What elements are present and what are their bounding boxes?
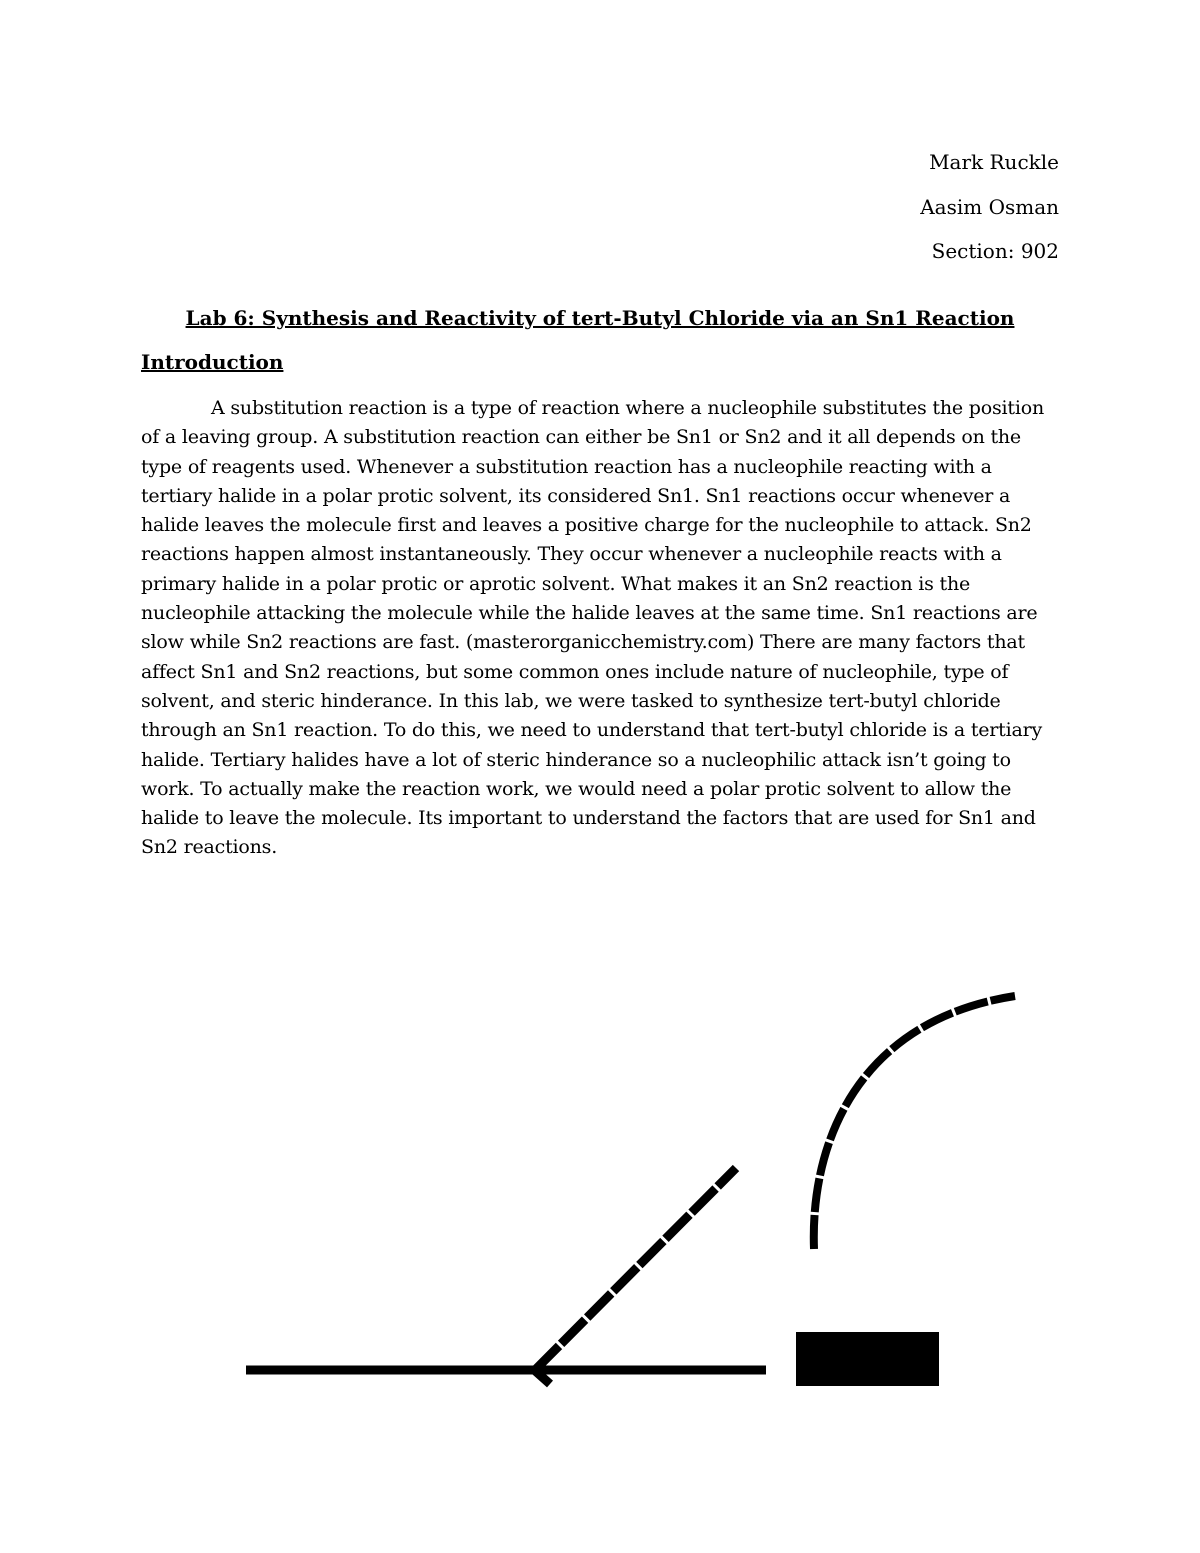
section-number: Section: 902	[931, 239, 1059, 263]
author-block	[920, 140, 1059, 274]
document-title: Lab 6: Synthesis and Reactivity of tert-Butyl Chloride via an Sn1 Reaction	[185, 306, 1015, 330]
bond-tick-mark	[532, 1368, 550, 1384]
filled-black-rectangle	[796, 1332, 939, 1386]
curved-arrow-arc	[814, 996, 1015, 1249]
author-name-1: Mark Ruckle	[929, 150, 1059, 174]
introduction-paragraph: A substitution reaction is a type of reaction where a nucleophile substitutes the position of a leaving group. A substitution reaction can either be Sn1 or Sn2 and it all depends on the type of reagents used. Whenever a substitution reaction has a nucleophile reacting with a tertiary halide in a polar protic solvent, its considered Sn1. Sn1 reactions occur whenever a halide leaves the molecule first and leaves a positive charge for the nucleophile to attack. Sn2 reactions happen almost instantaneously. They occur whenever a nucleophile reacts with a primary halide in a polar protic or aprotic solvent. What makes it an Sn2 reaction is the nucleophile attacking the molecule while the halide leaves at the same time. Sn1 reactions are slow while Sn2 reactions are fast. (masterorganicchemistry.com) There are many factors that affect Sn1 and Sn2 reactions, but some common ones include nature of nucleophile, type of solvent, and steric hinderance. In this lab, we were tasked to synthesize tert-butyl chloride through an Sn1 reaction. To do this, we need to understand that tert-butyl chloride is a tertiary halide. Tertiary halides have a lot of steric hinderance so a nucleophilic attack isn’t going to work. To actually make the reaction work, we would need a polar protic solvent to allow the halide to leave the molecule. Its important to understand the factors that are used for Sn1 and Sn2 reactions.	[141, 397, 1044, 859]
diagonal-bond-line	[535, 1168, 736, 1370]
author-name-2: Aasim Osman	[920, 194, 1059, 219]
introduction-heading: Introduction	[141, 350, 284, 374]
